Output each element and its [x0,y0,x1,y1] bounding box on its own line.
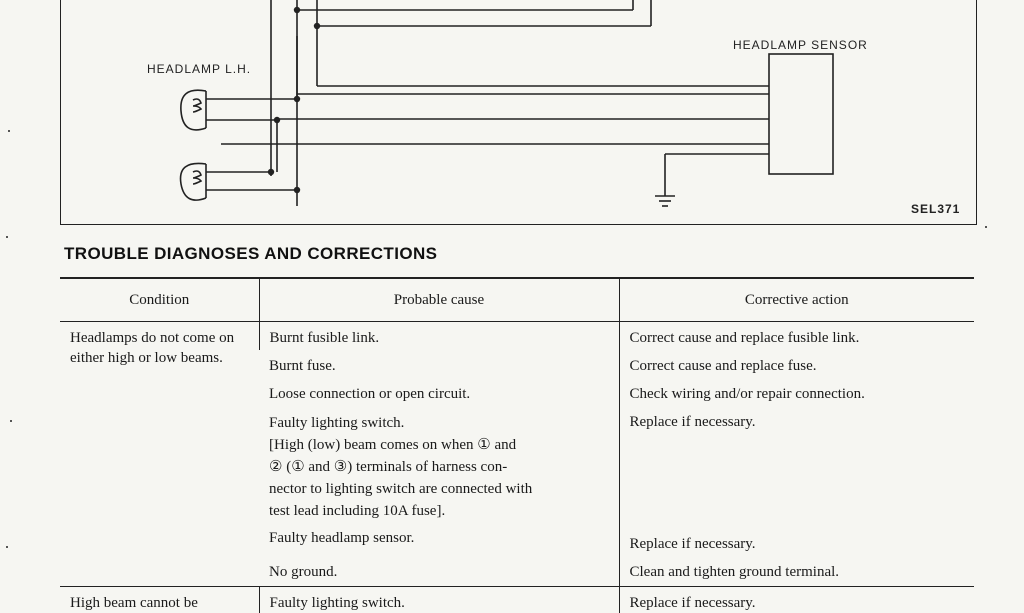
headlamp-lower [181,163,206,200]
header-condition: Condition [60,278,259,322]
diagram-code: SEL371 [911,202,960,216]
wiring-diagram-svg [61,0,976,224]
header-probable-cause: Probable cause [259,278,619,322]
headlamp-sensor-box [769,54,833,174]
condition-cell: High beam cannot be [60,587,259,613]
action-cell: Clean and tighten ground terminal. [619,556,974,587]
cause-cell: Faulty lighting switch. [259,587,619,613]
headlamp-upper [181,90,206,130]
scan-speck [10,420,12,422]
headlamp-lh-label: HEADLAMP L.H. [147,62,251,76]
action-cell: Correct cause and replace fusible link. [619,322,974,351]
scan-speck [6,546,8,548]
wiring-diagram [60,0,977,225]
cause-cell: No ground. [259,556,619,587]
condition-cell: Headlamps do not come on either high or low beams. [60,322,259,587]
action-cell: Check wiring and/or repair connection. [619,378,974,406]
junction-dot [274,117,280,123]
lamp-filament [193,99,201,112]
junction-dot [294,96,300,102]
cause-line: ② (① and ③) terminals of harness con- [269,456,609,478]
table-row [60,322,974,351]
cause-cell [259,406,619,522]
cause-cell: Faulty headlamp sensor. [259,522,619,556]
trouble-table [60,277,974,613]
cause-line: nector to lighting switch are connected with [269,478,609,500]
section-title: TROUBLE DIAGNOSES AND CORRECTIONS [64,244,437,264]
header-corrective-action: Corrective action [619,278,974,322]
headlamp-sensor-label: HEADLAMP SENSOR [733,38,868,52]
cause-cell: Burnt fusible link. [259,322,619,351]
action-cell: Replace if necessary. [619,522,974,556]
lamp-filament [193,171,201,184]
junction-dot [314,23,320,29]
action-cell: Replace if necessary. [619,587,974,613]
scan-speck [8,130,10,132]
scan-speck [6,236,8,238]
cause-cell: Loose connection or open circuit. [259,378,619,406]
scan-speck [985,226,987,228]
junction-dot [268,169,274,175]
junction-dot [294,187,300,193]
table-header-row [60,278,974,322]
action-cell: Replace if necessary. [619,406,974,522]
action-cell: Correct cause and replace fuse. [619,350,974,378]
cause-line: test lead including 10A fuse]. [269,500,609,522]
cause-line: Faulty lighting switch. [269,412,609,434]
cause-line: [High (low) beam comes on when ① and [269,434,609,456]
cause-cell: Burnt fuse. [259,350,619,378]
junction-dot [294,7,300,13]
